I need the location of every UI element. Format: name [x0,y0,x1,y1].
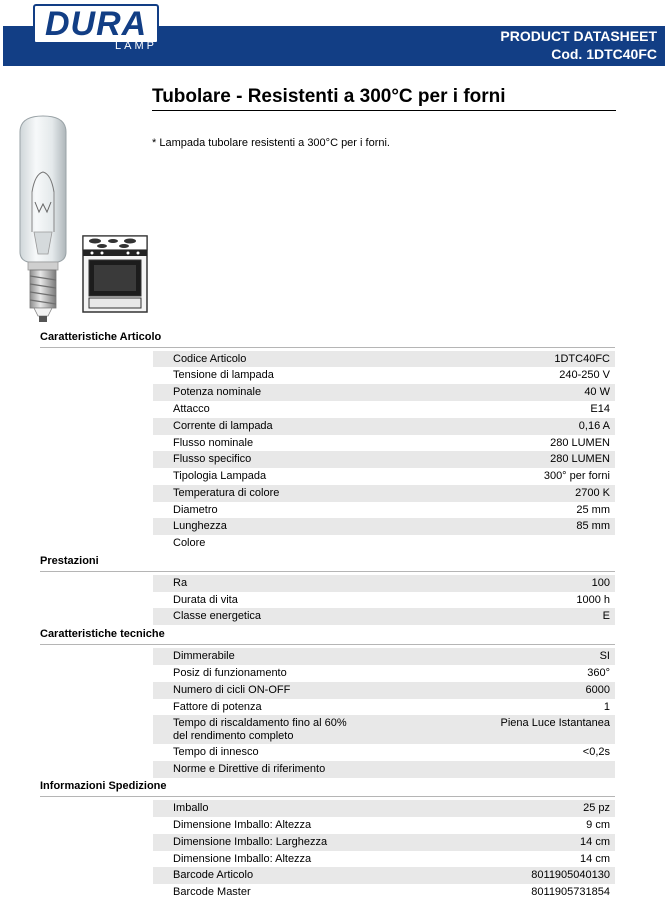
table-row [153,535,615,552]
table-row [153,351,615,367]
row-value: 0,16 A [578,420,610,432]
section-rule [40,347,615,348]
row-label: Diametro [173,504,218,516]
row-label: Fattore di potenza [173,701,262,713]
table-row [153,761,615,778]
table-row [153,502,615,518]
row-label-line: del rendimento completo [173,730,294,742]
row-label: Durata di vita [173,594,238,606]
row-label: Tipologia Lampada [173,470,267,482]
row-label: Dimensione Imballo: Altezza [173,853,312,865]
table-row [153,851,615,867]
row-label: Dimensione Imballo: Altezza [173,819,312,831]
table-row [153,867,615,884]
row-value: 40 W [584,386,610,398]
row-value: 280 LUMEN [550,437,610,449]
row-label: Dimensione Imballo: Larghezza [173,836,328,848]
oven-icon [80,230,150,315]
row-value: 8011905040130 [531,869,610,881]
table-row [153,817,615,834]
table-row [153,834,615,851]
row-label: Barcode Articolo [173,869,254,881]
table-row [153,367,615,384]
row-label: Classe energetica [173,610,262,622]
row-label: Tempo di innesco [173,746,259,758]
section-title-spedizione: Informazioni Spedizione [40,780,167,792]
table-row [153,468,615,485]
section-rule [40,796,615,797]
row-label: Barcode Master [173,886,251,898]
section-title-articolo: Caratteristiche Articolo [40,331,162,343]
header [3,4,665,66]
table-row [153,435,615,451]
row-value: 1000 h [576,594,610,606]
row-value: 25 pz [583,802,610,814]
row-value: 1DTC40FC [554,353,610,365]
table-row [153,418,615,435]
row-value: 25 mm [576,504,610,516]
row-value: <0,2s [582,746,610,758]
row-value: 1 [603,701,610,713]
table-row [153,648,615,665]
row-value: 360° [587,667,610,679]
table-row [153,800,615,817]
row-label: Dimmerabile [173,650,235,662]
table-row [153,608,615,625]
row-value: 240-250 V [559,369,610,381]
row-label: Imballo [173,802,209,814]
product-code: Cod. 1DTC40FC [551,46,657,62]
brand-logo-sub: LAMP [115,40,157,52]
tubular-bulb-icon [8,112,78,327]
row-value: Piena Luce Istantanea [500,717,610,729]
row-value: E14 [590,403,610,415]
row-value: 6000 [585,684,610,696]
row-label: Numero di cicli ON-OFF [173,684,291,696]
section-rule [40,571,615,572]
row-value: E [602,610,610,622]
table-row [153,575,615,592]
row-value: 100 [591,577,610,589]
row-label: Lunghezza [173,520,227,532]
section-title-tecniche: Caratteristiche tecniche [40,628,165,640]
table-row [153,884,615,900]
table-row [153,592,615,608]
row-value: SI [599,650,610,662]
table-row [153,518,615,535]
product-description: * Lampada tubolare resistenti a 300°C per i forni. [152,137,390,149]
row-label: Colore [173,537,206,549]
row-label: Corrente di lampada [173,420,273,432]
datasheet-title: PRODUCT DATASHEET [500,28,657,44]
row-label: Tensione di lampada [173,369,274,381]
row-label: Temperatura di colore [173,487,280,499]
row-value: 85 mm [576,520,610,532]
table-row [153,744,615,761]
table-row [153,682,615,699]
row-label: Flusso specifico [173,453,252,465]
row-label: Codice Articolo [173,353,247,365]
row-value: 300° per forni [543,470,610,482]
table-row [153,485,615,502]
table-row [153,401,615,418]
row-value: 9 cm [586,819,610,831]
row-value: 2700 K [575,487,610,499]
row-value: 14 cm [580,853,610,865]
page-title: Tubolare - Resistenti a 300°C per i forni [152,86,616,111]
row-value: 8011905731854 [531,886,610,898]
row-label: Ra [173,577,188,589]
row-label: Potenza nominale [173,386,262,398]
row-label: Norme e Direttive di riferimento [173,763,326,775]
table-row [153,665,615,682]
table-row [153,715,615,744]
table-row [153,384,615,401]
row-value: 280 LUMEN [550,453,610,465]
brand-logo: DURA [33,4,159,44]
row-label [173,717,347,743]
section-rule [40,644,615,645]
row-label-line: Tempo di riscaldamento fino al 60% [173,717,347,729]
row-label: Flusso nominale [173,437,254,449]
table-row [153,451,615,468]
table-row [153,699,615,715]
row-value: 14 cm [580,836,610,848]
row-label: Posiz di funzionamento [173,667,287,679]
section-title-prestazioni: Prestazioni [40,555,99,567]
row-label: Attacco [173,403,210,415]
